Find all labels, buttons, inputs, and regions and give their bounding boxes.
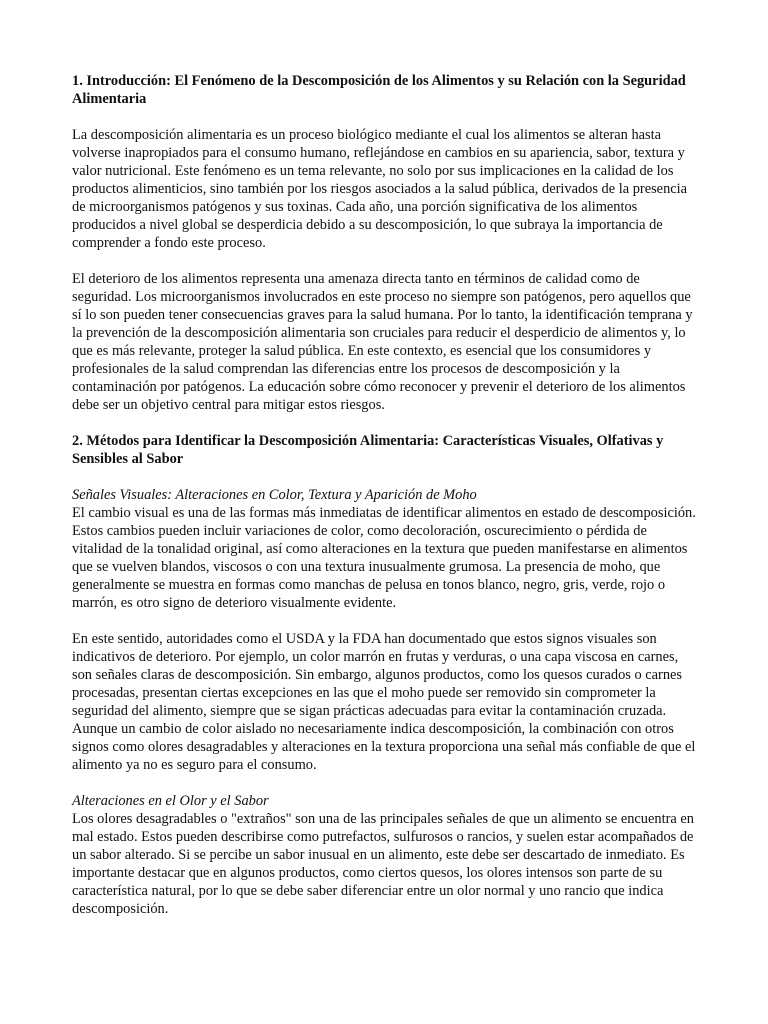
section-2-heading: 2. Métodos para Identificar la Descomposición Alimentaria: Características Visuales, Olfativas y Sensibles al Sabor [72,433,664,467]
subsection-visual-title: Señales Visuales: Alteraciones en Color, Textura y Aparición de Moho [72,487,477,503]
subsection-visual-paragraph-2: En este sentido, autoridades como el USDA y la FDA han documentado que estos signos visuales son indicativos de deterioro. Por ejemplo, un color marrón en frutas y verduras, o una capa viscosa en carnes, son señales claras de descomposición. Sin embargo, algunos productos, como los quesos curados o carnes procesadas, presentan ciertas excepciones en las que el moho puede ser removido sin comprometer la seguridad del alimento, siempre que se sigan prácticas adecuadas para evitar la contaminación cruzada. Aunque un cambio de color aislado no necesariamente indica descomposición, la combinación con otros signos como olores desagradables y alteraciones en la textura proporciona una señal más confiable de que el alimento ya no es seguro para el consumo. [72,631,696,773]
section-1-paragraph-2: El deterioro de los alimentos representa una amenaza directa tanto en términos de calidad como de seguridad. Los microorganismos involucrados en este proceso no siempre son patógenos, pero aquellos que sí lo son pueden tener consecuencias graves para la salud humana. Por lo tanto, la identificación temprana y la prevención de la descomposición alimentaria son cruciales para reducir el desperdicio de alimentos y, lo que es más relevante, proteger la salud pública. En este contexto, es esencial que los consumidores y profesionales de la salud comprendan las diferencias entre los procesos de descomposición y la contaminación por patógenos. La educación sobre cómo reconocer y prevenir el deterioro de los alimentos debe ser un objetivo central para mitigar estos riesgos. [72,271,693,413]
subsection-smell-title: Alteraciones en el Olor y el Sabor [72,793,269,809]
section-1-heading: 1. Introducción: El Fenómeno de la Descomposición de los Alimentos y su Relación con la Seguridad Alimentaria [72,73,686,107]
subsection-smell-paragraph-1: Los olores desagradables o "extraños" son una de las principales señales de que un alimento se encuentra en mal estado. Estos pueden describirse como putrefactos, sulfurosos o rancios, y suelen estar acompañados de un sabor alterado. Si se percibe un sabor inusual en un alimento, este debe ser descartado de inmediato. Es importante destacar que en algunos productos, como ciertos quesos, los olores intensos son parte de su característica natural, por lo que se debe saber diferenciar entre un olor normal y uno rancio que indica descomposición. [72,811,694,917]
section-1-paragraph-1: La descomposición alimentaria es un proceso biológico mediante el cual los alimentos se alteran hasta volverse inapropiados para el consumo humano, reflejándose en cambios en su apariencia, sabor, textura y valor nutricional. Este fenómeno es un tema relevante, no solo por sus implicaciones en la calidad de los productos alimenticios, sino también por los riesgos asociados a la salud pública, derivados de la presencia de microorganismos patógenos y sus toxinas. Cada año, una porción significativa de los alimentos producidos a nivel global se desperdicia debido a su descomposición, lo que subraya la importancia de comprender a fondo este proceso. [72,127,688,251]
subsection-visual-paragraph-1: El cambio visual es una de las formas más inmediatas de identificar alimentos en estado de descomposición. Estos cambios pueden incluir variaciones de color, como decoloración, oscurecimiento o pérdida de vitalidad de la tonalidad original, así como alteraciones en la textura que pueden manifestarse en alimentos que se vuelven blandos, viscosos o con una textura inusualmente grumosa. La presencia de moho, que generalmente se muestra en formas como manchas de pelusa en tonos blanco, negro, gris, verde, rojo o marrón, es otro signo de deterioro visualmente evidente. [72,505,696,611]
